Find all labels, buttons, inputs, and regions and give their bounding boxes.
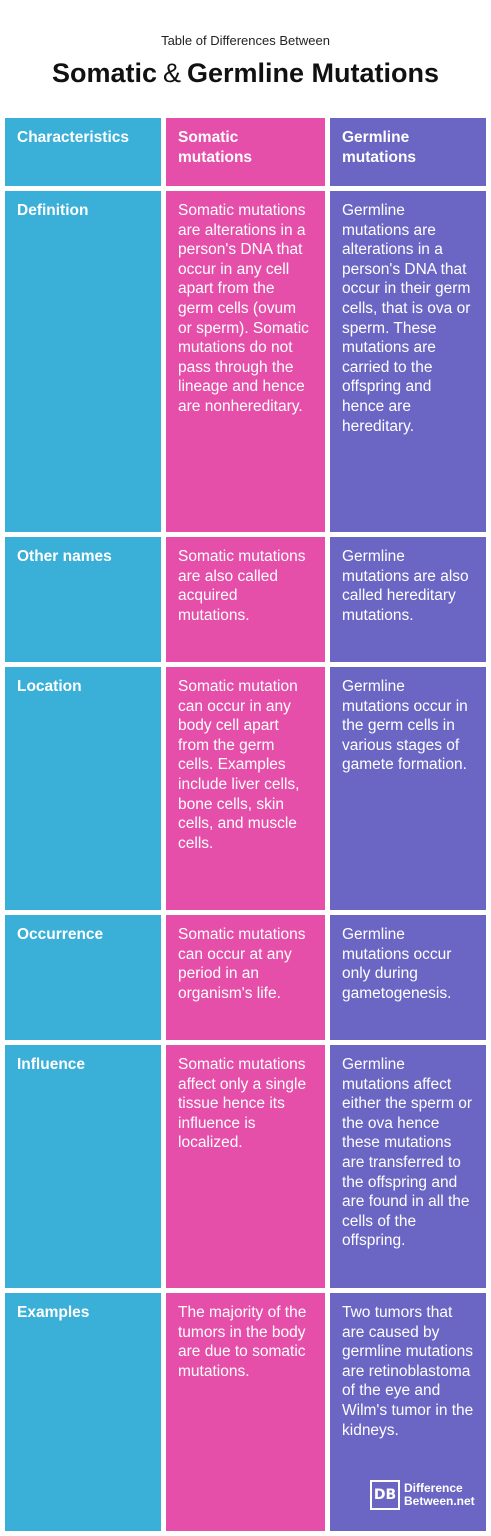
cell-somatic-influence: Somatic mutations affect only a single tissue hence its influence is localized. [166, 1045, 325, 1288]
cell-germline-occurrence: Germline mutations occur only during gametogenesis. [330, 915, 486, 1040]
cell-germline-influence: Germline mutations affect either the sperm or the ova hence these mutations are transferred to the offspring and are found in all the cells of the offspring. [330, 1045, 486, 1288]
page-header [0, 0, 491, 118]
page-subtitle: Table of Differences Between [161, 33, 330, 48]
cell-somatic-definition: Somatic mutations are alterations in a person's DNA that occur in any cell apart from the germ cells (ovum or sperm). Somatic mutations do not pass through the lineage and hence are nonhereditary. [166, 191, 325, 532]
column-header-somatic: Somatic mutations [166, 118, 325, 186]
row-label-influence: Influence [5, 1045, 161, 1288]
page-title [0, 58, 491, 89]
db-logo-icon: DB [370, 1480, 400, 1510]
difference-between-logo[interactable] [370, 1476, 480, 1514]
row-label-definition: Definition [5, 191, 161, 532]
logo-line-1: Difference [404, 1481, 463, 1495]
title-germline: Germline Mutations [187, 58, 440, 88]
row-label-occurrence: Occurrence [5, 915, 161, 1040]
logo-wordmark [404, 1482, 475, 1508]
logo-line-2: Between.net [404, 1494, 475, 1508]
title-somatic: Somatic [51, 58, 157, 88]
row-label-location: Location [5, 667, 161, 910]
title-ampersand: & [163, 58, 182, 88]
cell-germline-other-names: Germline mutations are also called hereditary mutations. [330, 537, 486, 662]
column-header-germline: Germline mutations [330, 118, 486, 186]
cell-somatic-other-names: Somatic mutations are also called acquired mutations. [166, 537, 325, 662]
column-header-characteristics: Characteristics [5, 118, 161, 186]
cell-germline-definition: Germline mutations are alterations in a person's DNA that occur in their germ cells, that is ova or sperm. These mutations are carried to the offspring and hence are hereditary. [330, 191, 486, 532]
row-label-examples: Examples [5, 1293, 161, 1531]
cell-somatic-location: Somatic mutation can occur in any body cell apart from the germ cells. Examples include liver cells, bone cells, skin cells, and muscle cells. [166, 667, 325, 910]
comparison-table [5, 118, 488, 1531]
cell-germline-location: Germline mutations occur in the germ cells in various stages of gamete formation. [330, 667, 486, 910]
cell-somatic-examples: The majority of the tumors in the body are due to somatic mutations. [166, 1293, 325, 1531]
cell-germline-examples: Two tumors that are caused by germline mutations are retinoblastoma of the eye and Wilm's tumor in the kidneys. [330, 1293, 486, 1531]
cell-somatic-occurrence: Somatic mutations can occur at any period in an organism's life. [166, 915, 325, 1040]
row-label-other-names: Other names [5, 537, 161, 662]
